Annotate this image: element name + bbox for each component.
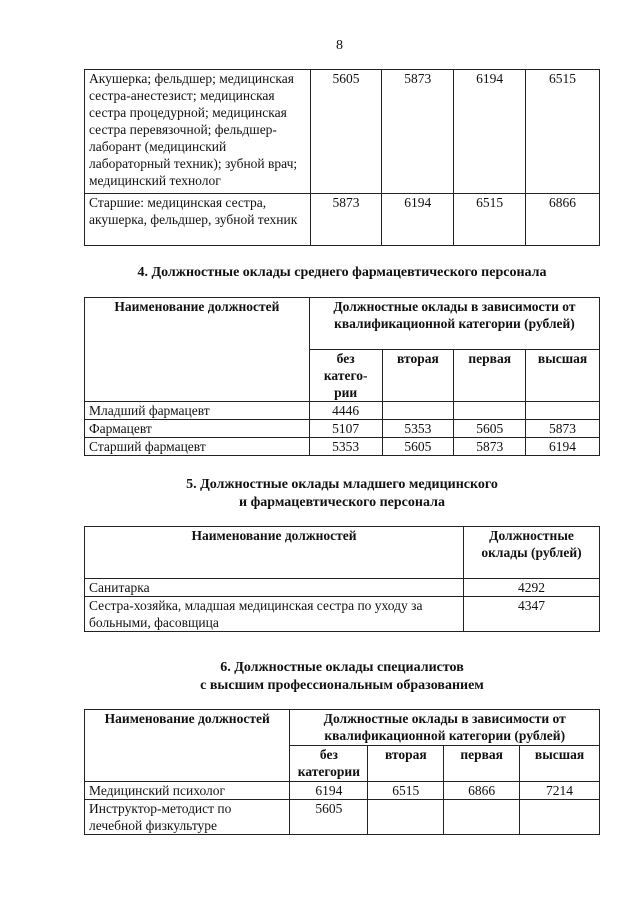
category-header: вторая: [382, 350, 454, 402]
position-name: Старшие: медицинская сестра, акушерка, фельдшер, зубной техник: [85, 194, 311, 246]
position-name: Медицинский психолог: [85, 782, 290, 800]
table-row: [85, 800, 600, 835]
category-header: без катего-рии: [309, 350, 382, 402]
section-5-title-line1: 5. Должностные оклады младшего медицинского: [186, 477, 498, 492]
salary-cell: 6866: [526, 194, 600, 246]
table-row: [85, 438, 600, 456]
salary-cell: 5605: [310, 70, 382, 194]
section-6-title-line1: 6. Должностные оклады специалистов: [220, 660, 464, 675]
page-number: 8: [336, 38, 343, 53]
table-row: [85, 597, 600, 632]
table-row: [85, 70, 600, 194]
salary-cell: 6194: [382, 194, 454, 246]
salary-cell: 4446: [309, 402, 382, 420]
salary-cell: [526, 402, 600, 420]
table-top: [84, 69, 600, 246]
salary-cell: 6515: [526, 70, 600, 194]
salary-cell: 5353: [309, 438, 382, 456]
salary-cell: [444, 800, 520, 835]
category-header: высшая: [520, 746, 600, 782]
salary-cell: 5107: [309, 420, 382, 438]
salary-cell: [520, 800, 600, 835]
column-header-name: Наименование должностей: [85, 710, 290, 782]
table-section-5: [84, 526, 600, 632]
position-name: Акушерка; фельдшер; медицинская сестра-анестезист; медицинская сестра процедурной; медицинская сестра перевязочной; фельдшер-лаборант (медицинский лабораторный техник); зубной врач; медицинский технолог: [85, 70, 311, 194]
column-header-name: Наименование должностей: [85, 298, 310, 402]
position-name: Старший фармацевт: [85, 438, 310, 456]
position-name: Фармацевт: [85, 420, 310, 438]
salary-cell: [382, 402, 454, 420]
salary-cell: 6866: [444, 782, 520, 800]
category-header: первая: [444, 746, 520, 782]
category-header: высшая: [526, 350, 600, 402]
salary-cell: 5873: [526, 420, 600, 438]
table-row: [85, 420, 600, 438]
table-section-6: [84, 709, 600, 835]
section-5-title-line2: и фармацевтического персонала: [239, 495, 445, 510]
salary-cell: 5605: [382, 438, 454, 456]
salary-cell: 7214: [520, 782, 600, 800]
column-header-name: Наименование должностей: [85, 527, 464, 579]
salary-cell: [454, 402, 526, 420]
salary-cell: 5605: [454, 420, 526, 438]
table-section-4: [84, 297, 600, 456]
salary-cell: 5873: [382, 70, 454, 194]
column-header-group: Должностные оклады в зависимости от квалификационной категории (рублей): [309, 298, 599, 350]
salary-cell: 6194: [290, 782, 368, 800]
section-4-title: 4. Должностные оклады среднего фармацевтического персонала: [137, 265, 547, 280]
column-header-value: Должностные оклады (рублей): [464, 527, 600, 579]
table-row: [85, 402, 600, 420]
salary-cell: 4292: [464, 579, 600, 597]
salary-cell: 5873: [454, 438, 526, 456]
salary-cell: [368, 800, 444, 835]
salary-cell: 5353: [382, 420, 454, 438]
position-name: Санитарка: [85, 579, 464, 597]
category-header: вторая: [368, 746, 444, 782]
position-name: Младший фармацевт: [85, 402, 310, 420]
position-name: Инструктор-методист по лечебной физкультуре: [85, 800, 290, 835]
salary-cell: 6194: [526, 438, 600, 456]
section-6-title-line2: с высшим профессиональным образованием: [200, 678, 484, 693]
salary-cell: 6194: [454, 70, 526, 194]
table-row: [85, 194, 600, 246]
salary-cell: 6515: [454, 194, 526, 246]
column-header-group: Должностные оклады в зависимости от квалификационной категории (рублей): [290, 710, 600, 746]
category-header: первая: [454, 350, 526, 402]
salary-cell: 4347: [464, 597, 600, 632]
table-row: [85, 579, 600, 597]
category-header: без категории: [290, 746, 368, 782]
salary-cell: 5605: [290, 800, 368, 835]
position-name: Сестра-хозяйка, младшая медицинская сестра по уходу за больными, фасовщица: [85, 597, 464, 632]
salary-cell: 6515: [368, 782, 444, 800]
salary-cell: 5873: [310, 194, 382, 246]
table-row: [85, 782, 600, 800]
